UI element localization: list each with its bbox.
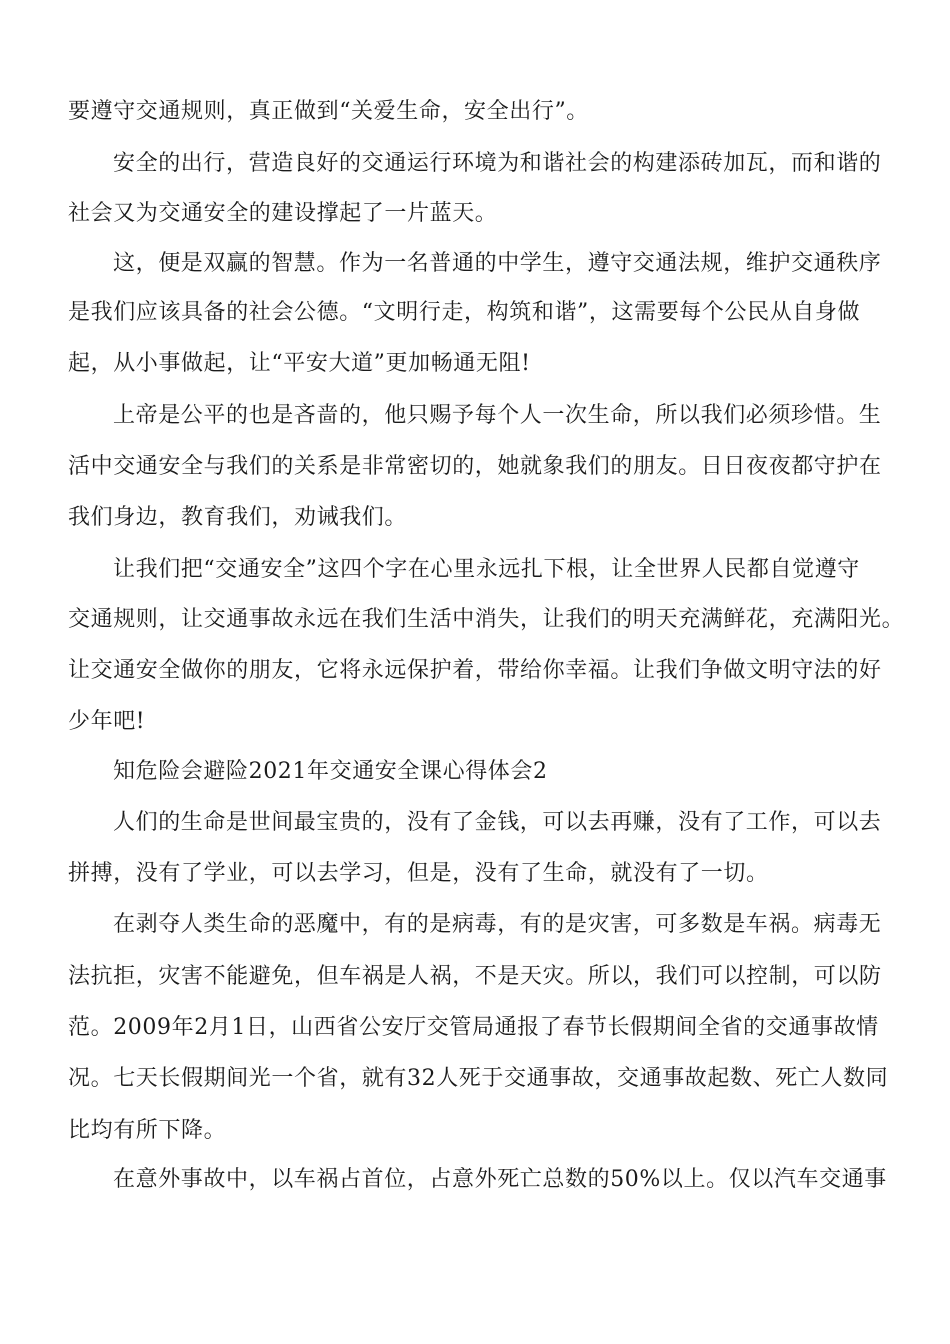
text-line: 况。七天长假期间光一个省，就有32人死于交通事故，交通事故起数、死亡人数同 <box>68 1066 889 1091</box>
text-line: 我们身边，教育我们，劝诫我们。 <box>68 505 408 530</box>
text-line: 起，从小事做起，让“平安大道”更加畅通无阻! <box>68 351 531 376</box>
paragraph-start: 在意外事故中，以车祸占首位，占意外死亡总数的50%以上。仅以汽车交通事 <box>113 1167 887 1192</box>
section-heading: 知危险会避险2021年交通安全课心得体会2 <box>113 759 548 784</box>
text-line: 比均有所下降。 <box>68 1118 227 1143</box>
paragraph-start: 这，便是双赢的智慧。作为一名普通的中学生，遵守交通法规，维护交通秩序 <box>113 251 882 276</box>
text-line: 社会又为交通安全的建设撑起了一片蓝天。 <box>68 201 498 226</box>
paragraph-start: 在剥夺人类生命的恶魔中，有的是病毒，有的是灾害，可多数是车祸。病毒无 <box>113 912 882 937</box>
text-line: 法抗拒，灾害不能避免，但车祸是人祸，不是天灾。所以，我们可以控制，可以防 <box>68 964 882 989</box>
text-line: 是我们应该具备的社会公德。“文明行走，构筑和谐”，这需要每个公民从自身做 <box>68 300 861 325</box>
text-line: 范。2009年2月1日，山西省公安厅交管局通报了春节长假期间全省的交通事故情 <box>68 1015 879 1040</box>
paragraph-start: 人们的生命是世间最宝贵的，没有了金钱，可以去再赚，没有了工作，可以去 <box>113 810 882 835</box>
text-line: 要遵守交通规则，真正做到“关爱生命，安全出行”。 <box>68 99 589 124</box>
paragraph-start: 上帝是公平的也是吝啬的，他只赐予每个人一次生命，所以我们必须珍惜。生 <box>113 403 882 428</box>
text-line: 让交通安全做你的朋友，它将永远保护着，带给你幸福。让我们争做文明守法的好 <box>68 658 882 683</box>
text-line: 拼搏，没有了学业，可以去学习，但是，没有了生命，就没有了一切。 <box>68 861 769 886</box>
text-line: 交通规则，让交通事故永远在我们生活中消失，让我们的明天充满鲜花，充满阳光。 <box>68 607 905 632</box>
paragraph-start: 安全的出行，营造良好的交通运行环境为和谐社会的构建添砖加瓦，而和谐的 <box>113 151 882 176</box>
text-line: 少年吧! <box>68 709 146 734</box>
paragraph-start: 让我们把“交通安全”这四个字在心里永远扎下根，让全世界人民都自觉遵守 <box>113 557 860 582</box>
text-line: 活中交通安全与我们的关系是非常密切的，她就象我们的朋友。日日夜夜都守护在 <box>68 454 882 479</box>
